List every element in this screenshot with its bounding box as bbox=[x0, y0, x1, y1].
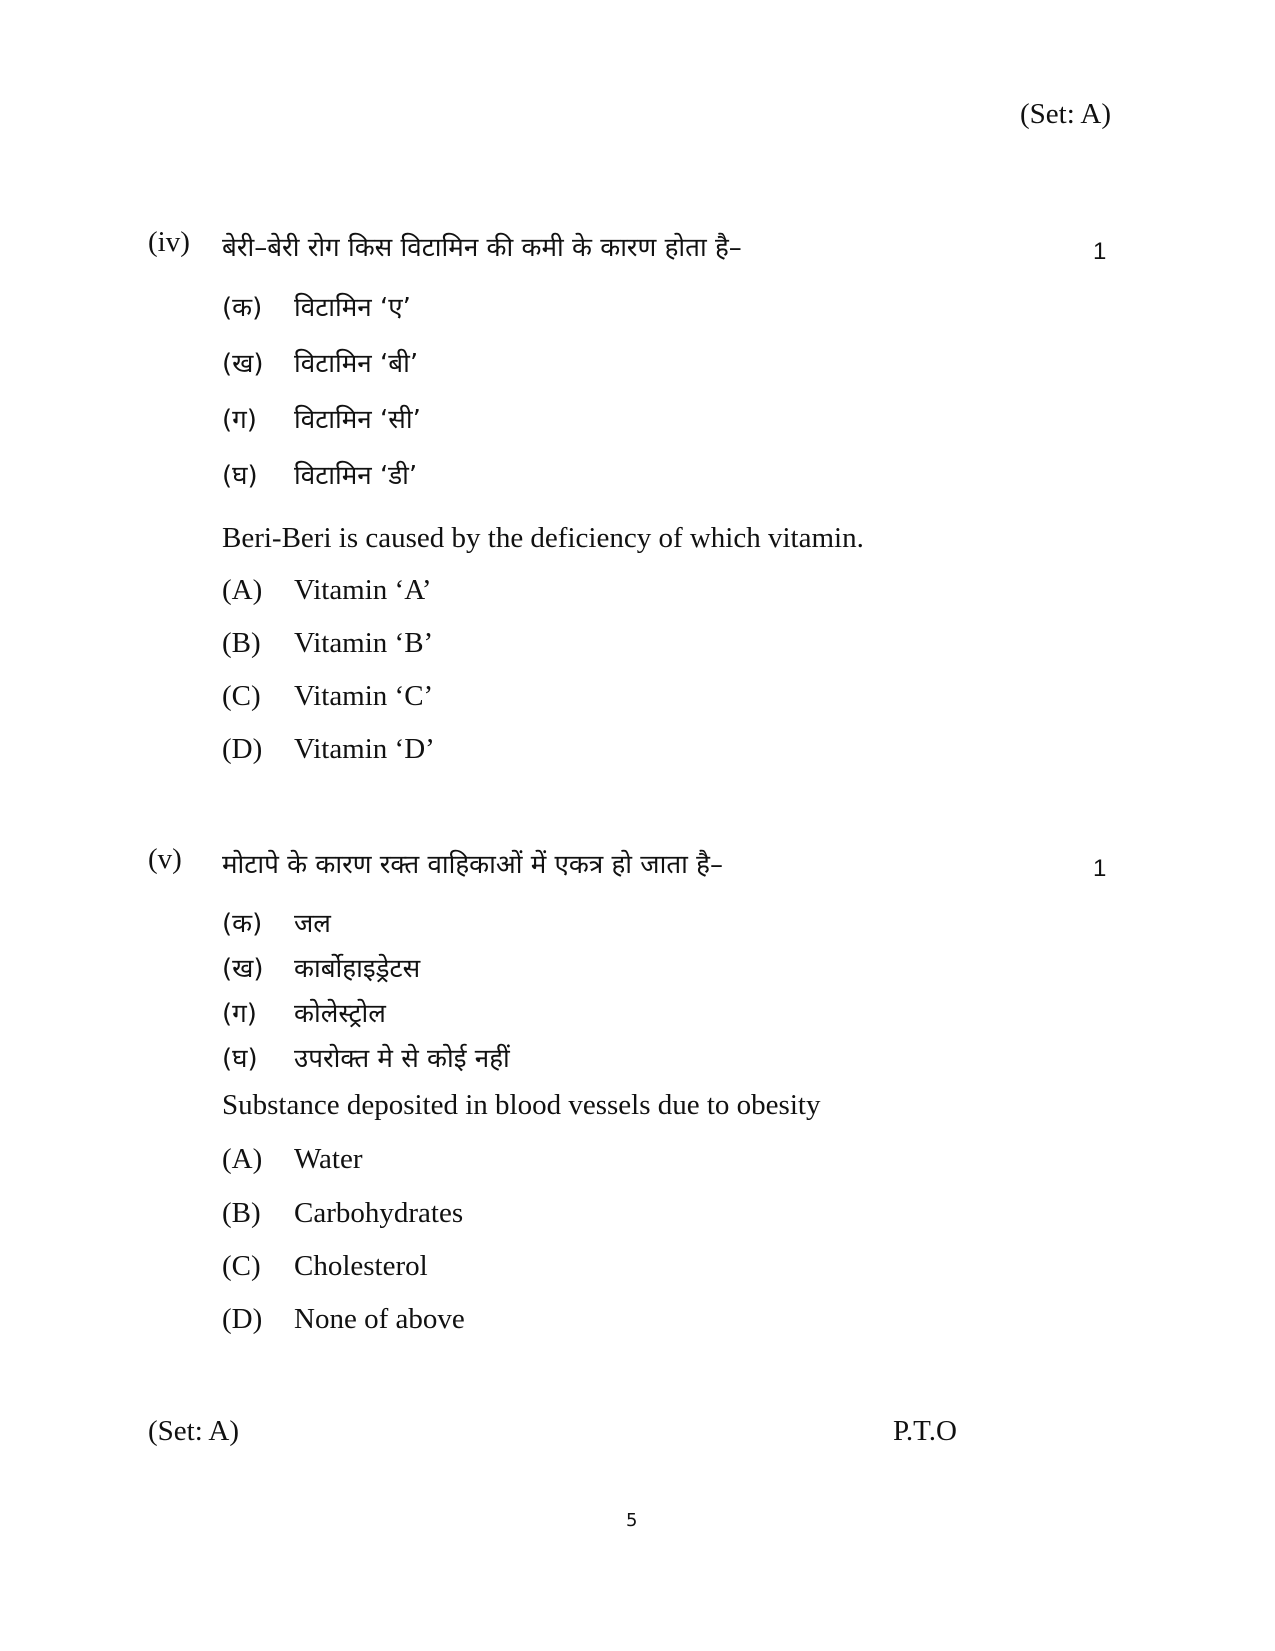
question-marks: 1 bbox=[1093, 238, 1107, 265]
option-label: (C) bbox=[222, 680, 261, 712]
option-label: (घ) bbox=[222, 461, 258, 491]
option-label: (ग) bbox=[222, 405, 257, 435]
option-label: (क) bbox=[222, 293, 263, 323]
option-text: विटामिन ‘डी’ bbox=[294, 461, 418, 491]
option-text: Vitamin ‘C’ bbox=[294, 680, 434, 712]
question-text-hindi: बेरी–बेरी रोग किस विटामिन की कमी के कारण होता है– bbox=[222, 233, 742, 263]
footer-set-label: (Set: A) bbox=[148, 1415, 240, 1447]
hindi-option bbox=[222, 904, 331, 940]
option-text: Vitamin ‘D’ bbox=[294, 733, 435, 765]
option-text: Carbohydrates bbox=[294, 1197, 464, 1229]
page-number: 5 bbox=[626, 1510, 638, 1531]
option-text: कोलेस्ट्रोल bbox=[294, 999, 386, 1029]
option-label: (C) bbox=[222, 1250, 261, 1282]
option-text: कार्बोहाइड्रेटस bbox=[294, 954, 421, 984]
option-label: (घ) bbox=[222, 1044, 258, 1074]
option-text: विटामिन ‘ए’ bbox=[294, 293, 411, 323]
hindi-option bbox=[222, 949, 420, 985]
english-option bbox=[222, 627, 433, 660]
hindi-option bbox=[222, 288, 411, 324]
option-label: (D) bbox=[222, 733, 263, 765]
option-text: None of above bbox=[294, 1303, 465, 1335]
option-label: (A) bbox=[222, 1143, 263, 1175]
option-label: (ग) bbox=[222, 999, 257, 1029]
option-label: (B) bbox=[222, 1197, 261, 1229]
option-label: (क) bbox=[222, 909, 263, 939]
english-option bbox=[222, 1250, 428, 1283]
option-label: (B) bbox=[222, 627, 261, 659]
question-text-english: Substance deposited in blood vessels due to obesity bbox=[222, 1089, 821, 1121]
option-label: (ख) bbox=[222, 349, 264, 379]
option-text: Cholesterol bbox=[294, 1250, 428, 1282]
option-text: विटामिन ‘बी’ bbox=[294, 349, 419, 379]
question-text-hindi: मोटापे के कारण रक्त वाहिकाओं में एकत्र हो जाता है– bbox=[222, 850, 723, 880]
option-text: उपरोक्त मे से कोई नहीं bbox=[294, 1044, 510, 1074]
question-marks: 1 bbox=[1093, 855, 1107, 882]
hindi-option bbox=[222, 1039, 510, 1075]
option-text: विटामिन ‘सी’ bbox=[294, 405, 421, 435]
option-label: (ख) bbox=[222, 954, 264, 984]
question-number: (v) bbox=[148, 843, 182, 875]
hindi-option bbox=[222, 344, 418, 380]
english-option bbox=[222, 574, 432, 607]
english-option bbox=[222, 1197, 463, 1230]
option-label: (A) bbox=[222, 574, 263, 606]
option-label: (D) bbox=[222, 1303, 263, 1335]
option-text: जल bbox=[294, 909, 331, 939]
question-text-english: Beri-Beri is caused by the deficiency of which vitamin. bbox=[222, 522, 864, 554]
question-number: (iv) bbox=[148, 226, 190, 258]
hindi-option bbox=[222, 400, 421, 436]
pto-label: P.T.O bbox=[893, 1415, 957, 1447]
header-set-label: (Set: A) bbox=[1020, 98, 1112, 130]
english-option bbox=[222, 733, 435, 766]
english-option bbox=[222, 680, 433, 713]
hindi-option bbox=[222, 994, 386, 1030]
english-option bbox=[222, 1143, 363, 1176]
hindi-option bbox=[222, 456, 417, 492]
option-text: Vitamin ‘A’ bbox=[294, 574, 432, 606]
option-text: Water bbox=[294, 1143, 363, 1175]
english-option bbox=[222, 1303, 465, 1336]
option-text: Vitamin ‘B’ bbox=[294, 627, 434, 659]
